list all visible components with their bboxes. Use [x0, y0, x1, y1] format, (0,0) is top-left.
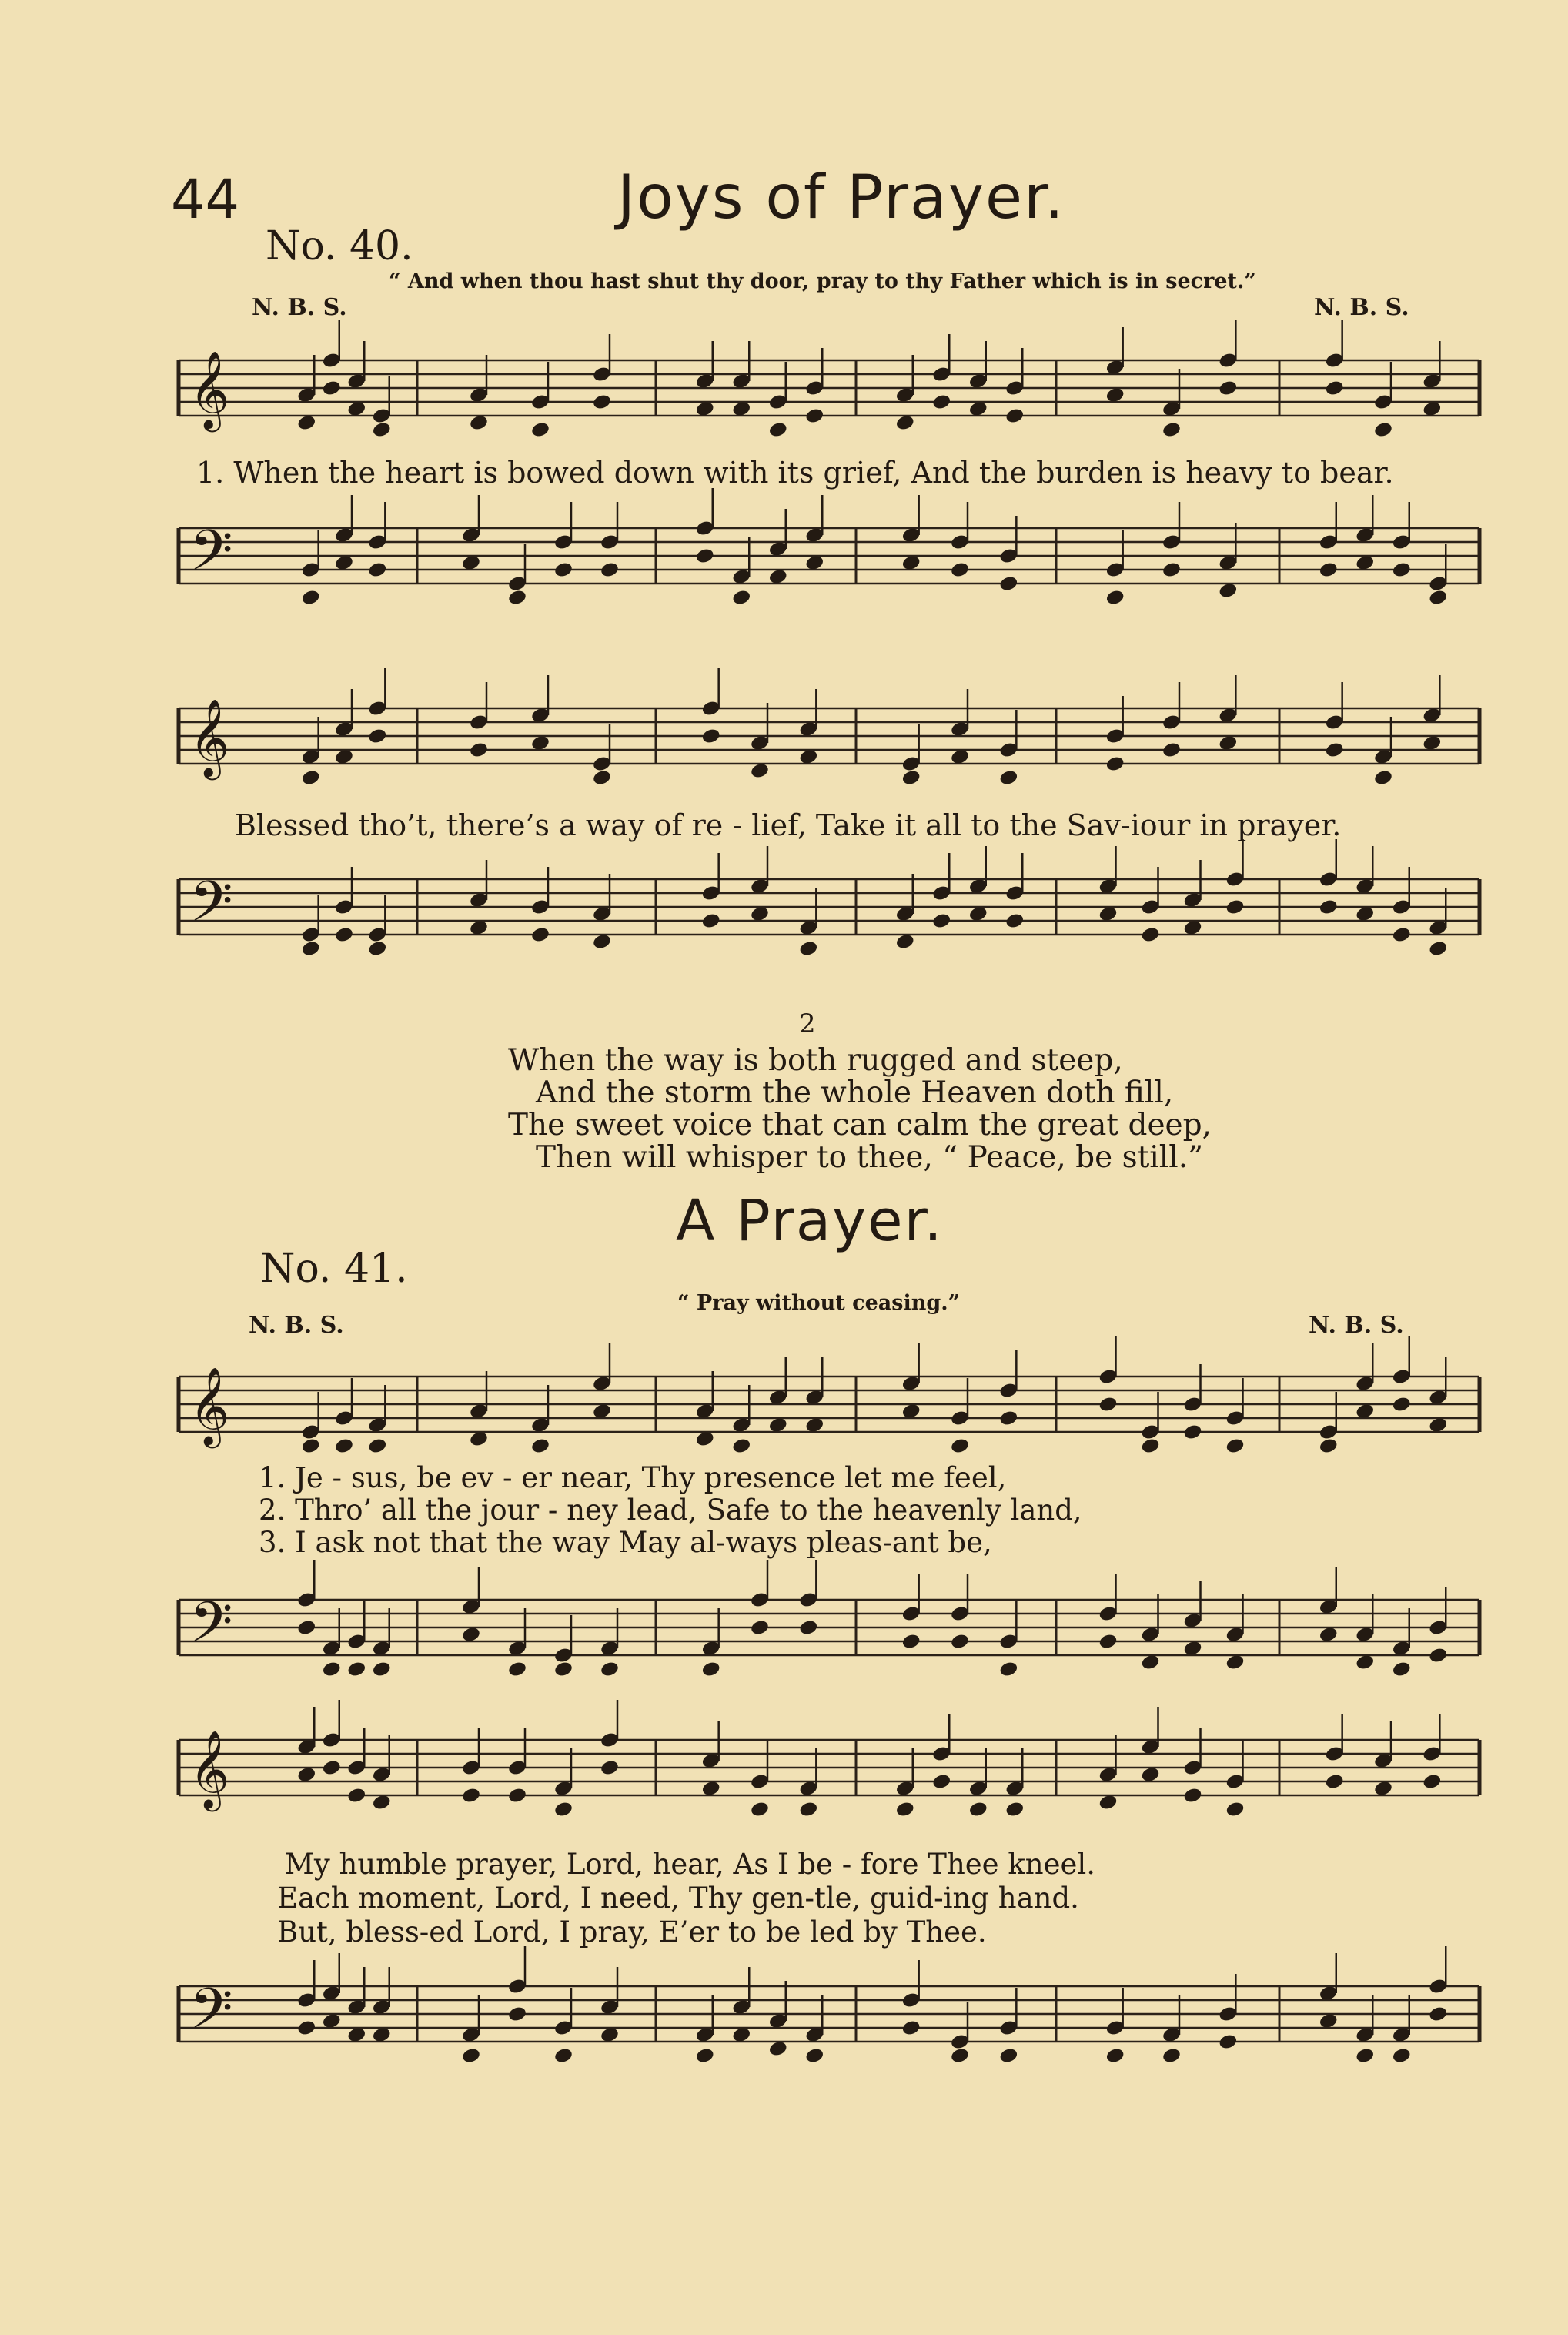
notehead — [1182, 1787, 1202, 1805]
hymn-number: No. 40. — [266, 223, 413, 269]
notehead — [804, 407, 824, 425]
notehead — [1105, 2047, 1125, 2065]
stanza-line: The sweet voice that can calm the great deep, — [508, 1108, 1212, 1142]
clef: 𝄢 — [189, 868, 233, 948]
notehead — [768, 421, 788, 439]
notehead — [901, 1633, 921, 1651]
clef: 𝄞 — [189, 1366, 230, 1445]
notehead — [998, 1661, 1018, 1678]
notehead — [1140, 1437, 1160, 1455]
notehead — [301, 940, 321, 958]
stanza-number: 2 — [799, 1009, 816, 1039]
clef: 𝄢 — [189, 1975, 233, 2055]
hymn-epigraph: “ Pray without ceasing.” — [677, 1291, 961, 1315]
notehead — [931, 393, 951, 411]
notehead — [1392, 926, 1412, 944]
notehead — [1005, 1801, 1025, 1818]
notehead — [461, 1787, 481, 1805]
lyric-line: My humble prayer, Lord, hear, As I be - fore Thee kneel. — [285, 1848, 1095, 1881]
notehead — [1162, 741, 1182, 759]
notehead — [1392, 1661, 1412, 1678]
notehead — [553, 561, 573, 579]
clef: 𝄢 — [189, 517, 233, 597]
voice-mark-left: N. B. S. — [249, 1312, 344, 1339]
treble-staff — [179, 693, 1487, 808]
clef: 𝄞 — [189, 1729, 230, 1808]
notehead — [998, 1410, 1018, 1427]
notehead — [1355, 2047, 1375, 2065]
notehead — [367, 1437, 387, 1455]
bass-staff — [179, 513, 1487, 628]
notehead — [334, 1437, 354, 1455]
lyric-line: 1. When the heart is bowed down with its grief, And the burden is heavy to bear. — [196, 456, 1394, 490]
notehead — [367, 940, 387, 958]
notehead — [1325, 380, 1345, 397]
notehead — [1428, 1647, 1448, 1664]
notehead — [1422, 1773, 1442, 1791]
notehead — [334, 926, 354, 944]
notehead — [600, 1759, 620, 1777]
notehead — [301, 1437, 321, 1455]
voice-mark-right: N. B. S. — [1314, 294, 1409, 321]
notehead — [507, 2005, 527, 2023]
notehead — [1225, 898, 1245, 916]
notehead — [507, 1787, 527, 1805]
notehead — [1098, 1633, 1118, 1651]
notehead — [346, 1661, 366, 1678]
notehead — [895, 1801, 915, 1818]
notehead — [1105, 589, 1125, 607]
notehead — [530, 1437, 550, 1455]
bass-staff — [179, 1584, 1487, 1684]
notehead — [553, 1661, 573, 1678]
notehead — [950, 1437, 970, 1455]
notehead — [901, 2019, 921, 2037]
notehead — [530, 421, 550, 439]
notehead — [1373, 421, 1393, 439]
stanza-line: When the way is both rugged and steep, — [508, 1043, 1123, 1078]
notehead — [1162, 421, 1182, 439]
notehead — [731, 589, 751, 607]
notehead — [701, 728, 721, 745]
notehead — [1005, 912, 1025, 930]
clef: 𝄞 — [189, 697, 230, 777]
notehead — [798, 1801, 818, 1818]
stanza-line: Then will whisper to thee, “ Peace, be still.” — [536, 1140, 1204, 1175]
notehead — [701, 912, 721, 930]
notehead — [1162, 561, 1182, 579]
notehead — [798, 940, 818, 958]
notehead — [931, 912, 951, 930]
notehead — [1319, 561, 1339, 579]
hymn-title: Joys of Prayer. — [617, 163, 1065, 232]
notehead — [695, 547, 715, 565]
notehead — [998, 575, 1018, 593]
notehead — [507, 1661, 527, 1678]
voice-mark-right: N. B. S. — [1309, 1312, 1404, 1339]
notehead — [469, 741, 489, 759]
notehead — [1140, 926, 1160, 944]
lyric-line: Blessed tho’t, there’s a way of re - lief, Take it all to the Sav-iour in prayer. — [235, 808, 1342, 842]
voice-mark-left: N. B. S. — [252, 294, 347, 321]
clef: 𝄞 — [189, 350, 230, 429]
notehead — [901, 769, 921, 787]
notehead — [1392, 2047, 1412, 2065]
notehead — [372, 1661, 392, 1678]
notehead — [296, 1619, 316, 1637]
notehead — [1005, 407, 1025, 425]
notehead — [301, 769, 321, 787]
notehead — [950, 561, 970, 579]
notehead — [1182, 1423, 1202, 1441]
treble-staff — [179, 345, 1487, 460]
notehead — [950, 1633, 970, 1651]
notehead — [301, 589, 321, 607]
notehead — [1319, 898, 1339, 916]
notehead — [1225, 1801, 1245, 1818]
notehead — [931, 1773, 951, 1791]
notehead — [998, 2047, 1018, 2065]
notehead — [701, 1661, 721, 1678]
notehead — [1428, 2005, 1448, 2023]
bass-staff — [179, 864, 1487, 979]
notehead — [507, 589, 527, 607]
notehead — [750, 1801, 770, 1818]
notehead — [998, 769, 1018, 787]
notehead — [950, 2047, 970, 2065]
notehead — [592, 769, 612, 787]
notehead — [553, 2047, 573, 2065]
bass-staff — [179, 1971, 1487, 2071]
notehead — [600, 1661, 620, 1678]
treble-staff — [179, 1361, 1487, 1461]
notehead — [1218, 380, 1238, 397]
notehead — [1105, 755, 1125, 773]
notehead — [968, 1801, 988, 1818]
notehead — [1325, 741, 1345, 759]
lyric-line: But, bless-ed Lord, I pray, E’er to be led by Thee. — [277, 1915, 987, 1949]
notehead — [553, 1801, 573, 1818]
notehead — [322, 1759, 342, 1777]
clef: 𝄢 — [189, 1589, 233, 1668]
notehead — [322, 1661, 342, 1678]
notehead — [1098, 1396, 1118, 1413]
notehead — [1428, 940, 1448, 958]
notehead — [1392, 561, 1412, 579]
notehead — [322, 380, 342, 397]
notehead — [1373, 769, 1393, 787]
notehead — [1319, 1437, 1339, 1455]
notehead — [461, 2047, 481, 2065]
lyric-line: 3. I ask not that the way May al-ways pleas-ant be, — [259, 1526, 992, 1559]
notehead — [592, 393, 612, 411]
hymn-title: A Prayer. — [676, 1188, 944, 1254]
notehead — [367, 561, 387, 579]
lyric-line: Each moment, Lord, I need, Thy gen-tle, guid-ing hand. — [277, 1882, 1079, 1915]
page-number: 44 — [171, 168, 240, 231]
notehead — [1428, 589, 1448, 607]
hymn-epigraph: “ And when thou hast shut thy door, pray to thy Father which is in secret.” — [389, 269, 1256, 293]
notehead — [372, 421, 392, 439]
stanza-line: And the storm the whole Heaven doth fill, — [536, 1076, 1174, 1110]
notehead — [731, 1437, 751, 1455]
notehead — [804, 2047, 824, 2065]
lyric-line: 1. Je - sus, be ev - er near, Thy presence let me feel, — [259, 1461, 1007, 1494]
notehead — [695, 2047, 715, 2065]
notehead — [600, 561, 620, 579]
notehead — [1392, 1396, 1412, 1413]
notehead — [1162, 2047, 1182, 2065]
notehead — [346, 1787, 366, 1805]
notehead — [1218, 2033, 1238, 2051]
lyric-line: 2. Thro’ all the jour - ney lead, Safe to the heavenly land, — [259, 1494, 1082, 1527]
hymn-number: No. 41. — [260, 1246, 408, 1292]
notehead — [798, 1619, 818, 1637]
notehead — [367, 728, 387, 745]
notehead — [750, 1619, 770, 1637]
treble-staff — [179, 1724, 1487, 1825]
notehead — [530, 926, 550, 944]
notehead — [296, 2019, 316, 2037]
notehead — [1325, 1773, 1345, 1791]
notehead — [1225, 1437, 1245, 1455]
